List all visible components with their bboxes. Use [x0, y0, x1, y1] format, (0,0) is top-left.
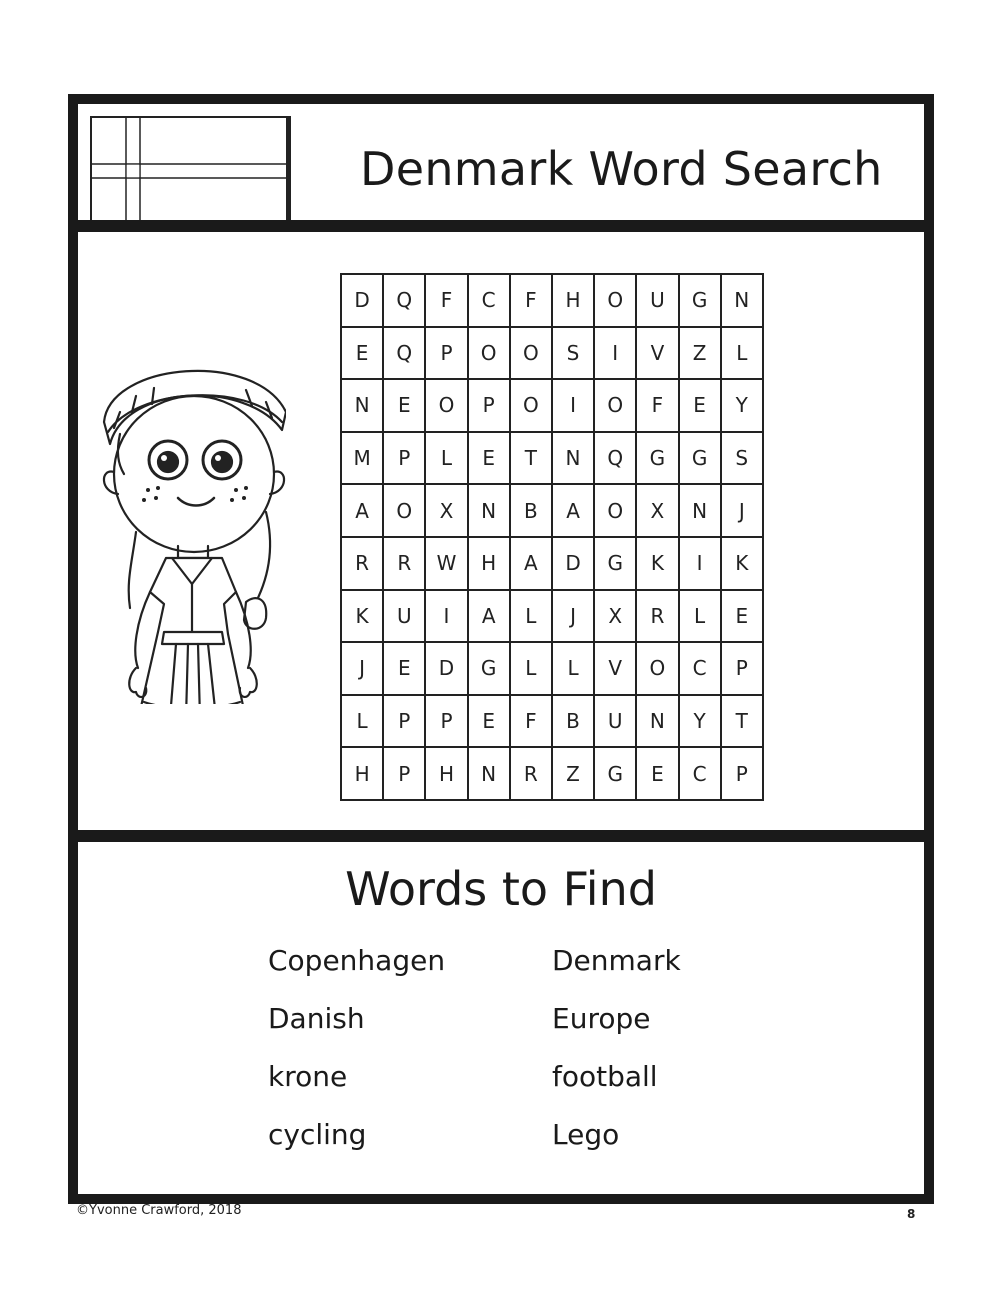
grid-cell[interactable]: L — [511, 591, 553, 644]
grid-cell[interactable]: J — [553, 591, 595, 644]
grid-cell[interactable]: C — [469, 275, 511, 328]
grid-cell[interactable]: U — [384, 591, 426, 644]
grid-cell[interactable]: L — [511, 643, 553, 696]
word-item: football — [552, 1060, 658, 1093]
grid-cell[interactable]: S — [553, 328, 595, 381]
grid-cell[interactable]: P — [722, 748, 764, 801]
worksheet-frame — [68, 94, 934, 1204]
grid-cell[interactable]: E — [384, 380, 426, 433]
grid-cell[interactable]: M — [342, 433, 384, 486]
grid-cell[interactable]: V — [595, 643, 637, 696]
header — [78, 104, 924, 220]
grid-cell[interactable]: V — [637, 328, 679, 381]
grid-cell[interactable]: D — [426, 643, 468, 696]
grid-cell[interactable]: I — [680, 538, 722, 591]
grid-cell[interactable]: E — [637, 748, 679, 801]
word-item: Lego — [552, 1118, 620, 1151]
grid-cell[interactable]: E — [469, 433, 511, 486]
grid-cell[interactable]: F — [637, 380, 679, 433]
grid-cell[interactable]: L — [342, 696, 384, 749]
grid-cell[interactable]: Q — [384, 328, 426, 381]
grid-cell[interactable]: O — [637, 643, 679, 696]
grid-cell[interactable]: N — [680, 485, 722, 538]
grid-cell[interactable]: O — [595, 275, 637, 328]
grid-cell[interactable]: R — [637, 591, 679, 644]
grid-cell[interactable]: O — [384, 485, 426, 538]
grid-cell[interactable]: H — [342, 748, 384, 801]
denmark-flag-icon — [90, 116, 288, 226]
grid-cell[interactable]: P — [426, 696, 468, 749]
grid-cell[interactable]: E — [680, 380, 722, 433]
grid-cell[interactable]: Q — [595, 433, 637, 486]
grid-cell[interactable]: N — [722, 275, 764, 328]
grid-cell[interactable]: Y — [722, 380, 764, 433]
grid-cell[interactable]: L — [722, 328, 764, 381]
grid-cell[interactable]: P — [469, 380, 511, 433]
grid-cell[interactable]: R — [511, 748, 553, 801]
grid-cell[interactable]: H — [469, 538, 511, 591]
grid-cell[interactable]: R — [342, 538, 384, 591]
grid-cell[interactable]: G — [680, 433, 722, 486]
grid-cell[interactable]: L — [680, 591, 722, 644]
grid-cell[interactable]: E — [469, 696, 511, 749]
grid-cell[interactable]: F — [511, 696, 553, 749]
word-item: Copenhagen — [268, 944, 446, 977]
grid-cell[interactable]: C — [680, 748, 722, 801]
grid-cell[interactable]: P — [384, 748, 426, 801]
grid-cell[interactable]: F — [426, 275, 468, 328]
word-item: cycling — [268, 1118, 367, 1151]
grid-cell[interactable]: X — [595, 591, 637, 644]
grid-cell[interactable]: Z — [680, 328, 722, 381]
grid-cell[interactable]: N — [342, 380, 384, 433]
grid-cell[interactable]: K — [637, 538, 679, 591]
section-divider — [78, 830, 924, 842]
grid-cell[interactable]: G — [469, 643, 511, 696]
grid-cell[interactable]: P — [384, 696, 426, 749]
grid-cell[interactable]: P — [426, 328, 468, 381]
grid-cell[interactable]: E — [342, 328, 384, 381]
grid-cell[interactable]: G — [595, 748, 637, 801]
grid-cell[interactable]: E — [722, 591, 764, 644]
word-item: krone — [268, 1060, 348, 1093]
grid-cell[interactable]: N — [637, 696, 679, 749]
grid-cell[interactable]: L — [426, 433, 468, 486]
page-number: 8 — [907, 1207, 916, 1221]
grid-cell[interactable]: O — [595, 380, 637, 433]
grid-cell[interactable]: O — [426, 380, 468, 433]
grid-cell[interactable]: X — [426, 485, 468, 538]
grid-cell[interactable]: I — [595, 328, 637, 381]
grid-cell[interactable]: O — [469, 328, 511, 381]
grid-cell[interactable]: U — [637, 275, 679, 328]
grid-cell[interactable]: N — [469, 748, 511, 801]
grid-cell[interactable]: D — [553, 538, 595, 591]
grid-cell[interactable]: G — [680, 275, 722, 328]
grid-cell[interactable]: Q — [384, 275, 426, 328]
grid-cell[interactable]: H — [553, 275, 595, 328]
grid-cell[interactable]: J — [722, 485, 764, 538]
grid-cell[interactable]: B — [553, 696, 595, 749]
word-item: Denmark — [552, 944, 681, 977]
grid-cell[interactable]: K — [722, 538, 764, 591]
grid-cell[interactable]: H — [426, 748, 468, 801]
grid-cell[interactable]: B — [511, 485, 553, 538]
grid-cell[interactable]: S — [722, 433, 764, 486]
word-item: Europe — [552, 1002, 651, 1035]
word-item: Danish — [268, 1002, 365, 1035]
grid-cell[interactable]: W — [426, 538, 468, 591]
grid-cell[interactable]: I — [553, 380, 595, 433]
grid-cell[interactable]: A — [553, 485, 595, 538]
grid-cell[interactable]: T — [511, 433, 553, 486]
grid-cell[interactable]: T — [722, 696, 764, 749]
grid-cell[interactable]: A — [342, 485, 384, 538]
grid-cell[interactable]: Z — [553, 748, 595, 801]
grid-cell[interactable]: U — [595, 696, 637, 749]
grid-cell[interactable]: C — [680, 643, 722, 696]
grid-cell[interactable]: Y — [680, 696, 722, 749]
grid-cell[interactable]: O — [511, 328, 553, 381]
page-title: Denmark Word Search — [360, 142, 883, 196]
grid-cell[interactable]: D — [342, 275, 384, 328]
word-list — [268, 944, 728, 1176]
grid-cell[interactable]: A — [469, 591, 511, 644]
grid-cell[interactable]: F — [511, 275, 553, 328]
grid-cell[interactable]: J — [342, 643, 384, 696]
grid-cell[interactable]: P — [384, 433, 426, 486]
grid-cell[interactable]: G — [595, 538, 637, 591]
grid-cell[interactable]: E — [384, 643, 426, 696]
grid-cell[interactable]: N — [553, 433, 595, 486]
grid-cell[interactable]: O — [595, 485, 637, 538]
grid-cell[interactable]: R — [384, 538, 426, 591]
grid-cell[interactable]: O — [511, 380, 553, 433]
grid-cell[interactable]: I — [426, 591, 468, 644]
word-search-grid — [340, 273, 764, 801]
grid-cell[interactable]: X — [637, 485, 679, 538]
header-divider — [288, 116, 291, 220]
grid-cell[interactable]: G — [637, 433, 679, 486]
section-divider — [78, 220, 924, 232]
words-to-find-heading: Words to Find — [345, 862, 657, 916]
grid-cell[interactable]: P — [722, 643, 764, 696]
danish-girl-illustration — [96, 332, 286, 708]
grid-cell[interactable]: A — [511, 538, 553, 591]
grid-cell[interactable]: L — [553, 643, 595, 696]
copyright-notice: ©Yvonne Crawford, 2018 — [76, 1203, 242, 1218]
grid-cell[interactable]: K — [342, 591, 384, 644]
grid-cell[interactable]: N — [469, 485, 511, 538]
